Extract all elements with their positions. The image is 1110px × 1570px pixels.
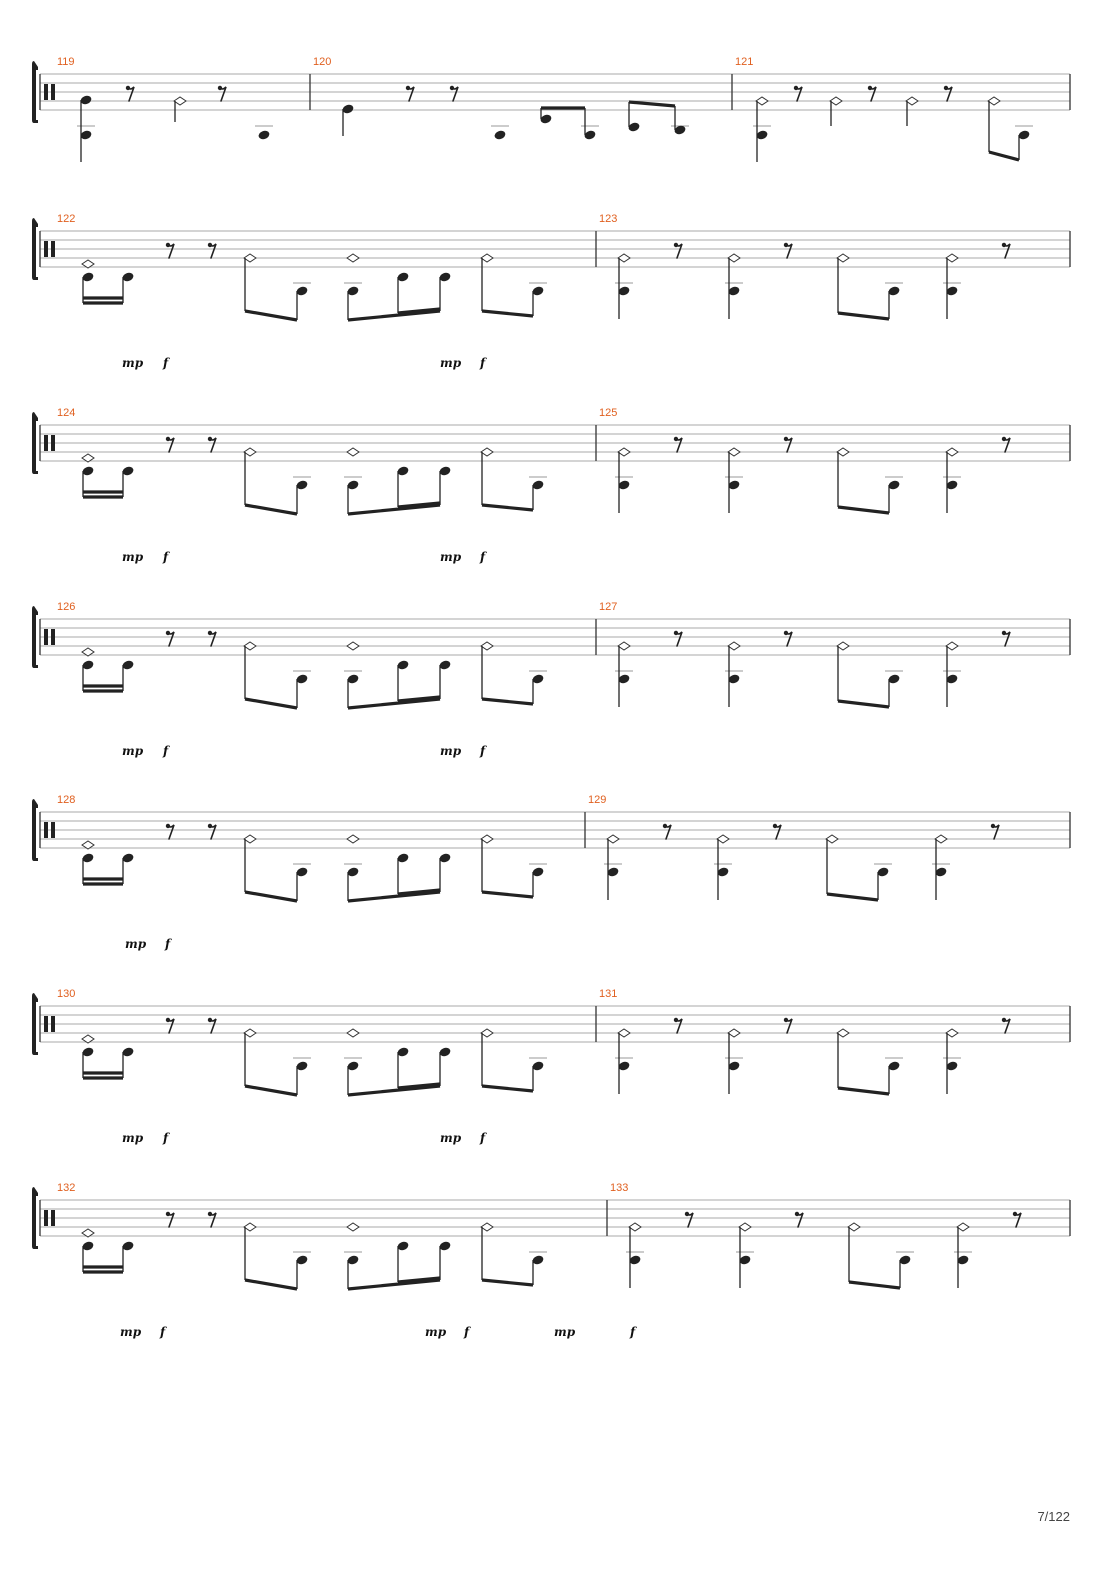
percussion-clef [51,822,55,838]
percussion-clef [44,629,48,645]
m129-cymbal-notehead [826,835,838,843]
measure-number: 132 [57,1182,76,1194]
m124-beam [348,505,440,514]
m131-eighth-rest-dot [674,1018,678,1022]
m130-cymbal-notehead [481,1029,493,1037]
m124-beam [482,505,533,510]
m127-beam [838,701,889,707]
dynamic-marking: mp [122,356,144,370]
m125-cymbal-notehead [946,448,958,456]
measure-number: 133 [610,1182,629,1194]
m130-eighth-rest-dot [166,1018,170,1022]
m126-eighth-rest-dot [166,631,170,635]
m123-eighth-rest-dot [1002,243,1006,247]
dynamic-marking: f [464,1325,470,1339]
m123-cymbal-notehead [837,254,849,262]
dynamic-marking: f [480,744,486,758]
m129-cymbal-notehead [717,835,729,843]
m125-eighth-rest-dot [1002,437,1006,441]
system-bracket [32,1187,38,1249]
m131-cymbal-notehead [837,1029,849,1037]
m120-eighth-rest-dot [406,86,410,90]
dynamic-marking: f [160,1325,166,1339]
measure-number: 120 [313,56,332,68]
m121-beam [989,152,1019,160]
measure-number: 125 [599,407,618,419]
m129-eighth-rest-dot [663,824,667,828]
m133-eighth-rest-dot [685,1212,689,1216]
dynamic-marking: f [480,356,486,370]
m119-notehead [257,129,270,140]
system-bracket [32,993,38,1055]
system-bracket [32,799,38,861]
m125-eighth-rest-dot [674,437,678,441]
dynamic-marking: mp [122,744,144,758]
m126-cymbal-notehead [244,642,256,650]
m132-cymbal-notehead [347,1223,359,1231]
measure-number: 122 [57,213,76,225]
percussion-clef [51,241,55,257]
m122-cymbal-notehead [347,254,359,262]
m129-eighth-rest-dot [773,824,777,828]
dynamic-marking: mp [440,550,462,564]
m128-eighth-rest-dot [208,824,212,828]
m128-cymbal-notehead [481,835,493,843]
measure-number: 123 [599,213,618,225]
m121-eighth-rest-dot [944,86,948,90]
m127-eighth-rest-dot [674,631,678,635]
m126-beam [245,699,297,708]
m121-cymbal-notehead [756,97,768,105]
m131-eighth-rest-dot [1002,1018,1006,1022]
m130-cymbal-notehead [244,1029,256,1037]
m132-eighth-rest-dot [166,1212,170,1216]
m124-eighth-rest-dot [208,437,212,441]
m128-beam [482,892,533,897]
percussion-clef [44,822,48,838]
m123-cymbal-notehead [946,254,958,262]
m131-beam [838,1088,889,1094]
m130-eighth-rest-dot [208,1018,212,1022]
m132-beam [348,1280,440,1289]
measure-number: 119 [57,56,75,68]
dynamic-marking: f [163,356,169,370]
m124-cymbal-notehead [347,448,359,456]
m128-eighth-rest-dot [166,824,170,828]
m122-eighth-rest-dot [166,243,170,247]
m123-beam [838,313,889,319]
m130-beam [482,1086,533,1091]
system-bracket [32,412,38,474]
percussion-clef [51,84,55,100]
measure-number: 131 [599,988,618,1000]
measure-number: 124 [57,407,76,419]
m121-cymbal-notehead [906,97,918,105]
m131-cymbal-notehead [946,1029,958,1037]
measure-number: 121 [735,56,754,68]
m127-eighth-rest-dot [1002,631,1006,635]
percussion-clef [44,84,48,100]
m129-eighth-rest-dot [991,824,995,828]
m126-beam [348,699,440,708]
m127-cymbal-notehead [728,642,740,650]
measure-number: 128 [57,794,76,806]
system-bracket [32,218,38,280]
m133-cymbal-notehead [739,1223,751,1231]
dynamic-marking: mp [440,1131,462,1145]
m127-cymbal-notehead [618,642,630,650]
m129-beam [827,894,878,900]
percussion-clef [44,1210,48,1226]
m121-cymbal-notehead [988,97,1000,105]
m132-cymbal-notehead [244,1223,256,1231]
m128-beam [348,892,440,901]
percussion-clef [44,1016,48,1032]
percussion-clef [51,1210,55,1226]
m120-notehead [493,129,506,140]
m122-beam [348,311,440,320]
m128-cymbal-notehead [244,835,256,843]
percussion-clef [44,435,48,451]
m121-eighth-rest-dot [794,86,798,90]
m121-eighth-rest-dot [868,86,872,90]
m132-eighth-rest-dot [208,1212,212,1216]
percussion-clef [44,241,48,257]
m129-cymbal-notehead [607,835,619,843]
m123-cymbal-notehead [728,254,740,262]
percussion-clef [51,435,55,451]
m131-cymbal-notehead [728,1029,740,1037]
m128-cymbal-notehead [347,835,359,843]
m132-beam [482,1280,533,1285]
m123-eighth-rest-dot [784,243,788,247]
m122-beam [245,311,297,320]
m132-cymbal-notehead [481,1223,493,1231]
dynamic-marking: f [163,744,169,758]
m127-cymbal-notehead [837,642,849,650]
m125-cymbal-notehead [728,448,740,456]
m122-beam [482,311,533,316]
m125-cymbal-notehead [837,448,849,456]
m133-cymbal-notehead [629,1223,641,1231]
m122-cymbal-notehead [244,254,256,262]
m130-beam [348,1086,440,1095]
m123-cymbal-notehead [618,254,630,262]
dynamic-marking: mp [440,744,462,758]
m127-cymbal-notehead [946,642,958,650]
dynamic-marking: mp [554,1325,576,1339]
m120-beam [629,102,675,106]
m125-cymbal-notehead [618,448,630,456]
m133-cymbal-notehead [957,1223,969,1231]
m119-eighth-rest-dot [218,86,222,90]
dynamic-marking: mp [425,1325,447,1339]
m133-beam [849,1282,900,1288]
m126-beam [482,699,533,704]
dynamic-marking: f [165,937,171,951]
measure-number: 126 [57,601,76,613]
system-bracket [32,61,38,123]
m128-beam [245,892,297,901]
m131-cymbal-notehead [618,1029,630,1037]
m121-cymbal-notehead [830,97,842,105]
m133-eighth-rest-dot [795,1212,799,1216]
dynamic-marking: f [480,550,486,564]
dynamic-marking: f [163,550,169,564]
m129-cymbal-notehead [935,835,947,843]
percussion-clef [51,629,55,645]
m131-eighth-rest-dot [784,1018,788,1022]
measure-number: 129 [588,794,607,806]
m124-cymbal-notehead [481,448,493,456]
page-number: 7/122 [1037,1509,1070,1524]
dynamic-marking: mp [120,1325,142,1339]
dynamic-marking: mp [122,1131,144,1145]
m120-eighth-rest-dot [450,86,454,90]
m123-eighth-rest-dot [674,243,678,247]
m124-eighth-rest-dot [166,437,170,441]
m130-cymbal-notehead [347,1029,359,1037]
percussion-clef [51,1016,55,1032]
dynamic-marking: mp [125,937,147,951]
m126-cymbal-notehead [347,642,359,650]
m122-eighth-rest-dot [208,243,212,247]
m127-eighth-rest-dot [784,631,788,635]
m125-beam [838,507,889,513]
dynamic-marking: f [163,1131,169,1145]
m124-beam [245,505,297,514]
m124-cymbal-notehead [244,448,256,456]
m132-beam [245,1280,297,1289]
m126-eighth-rest-dot [208,631,212,635]
m119-cymbal-notehead [174,97,186,105]
m133-eighth-rest-dot [1013,1212,1017,1216]
m122-cymbal-notehead [481,254,493,262]
m125-eighth-rest-dot [784,437,788,441]
dynamic-marking: mp [122,550,144,564]
dynamic-marking: f [480,1131,486,1145]
m119-eighth-rest-dot [126,86,130,90]
dynamic-marking: mp [440,356,462,370]
measure-number: 127 [599,601,618,613]
m130-beam [245,1086,297,1095]
m126-cymbal-notehead [481,642,493,650]
dynamic-marking: f [630,1325,636,1339]
measure-number: 130 [57,988,76,1000]
system-bracket [32,606,38,668]
m133-cymbal-notehead [848,1223,860,1231]
